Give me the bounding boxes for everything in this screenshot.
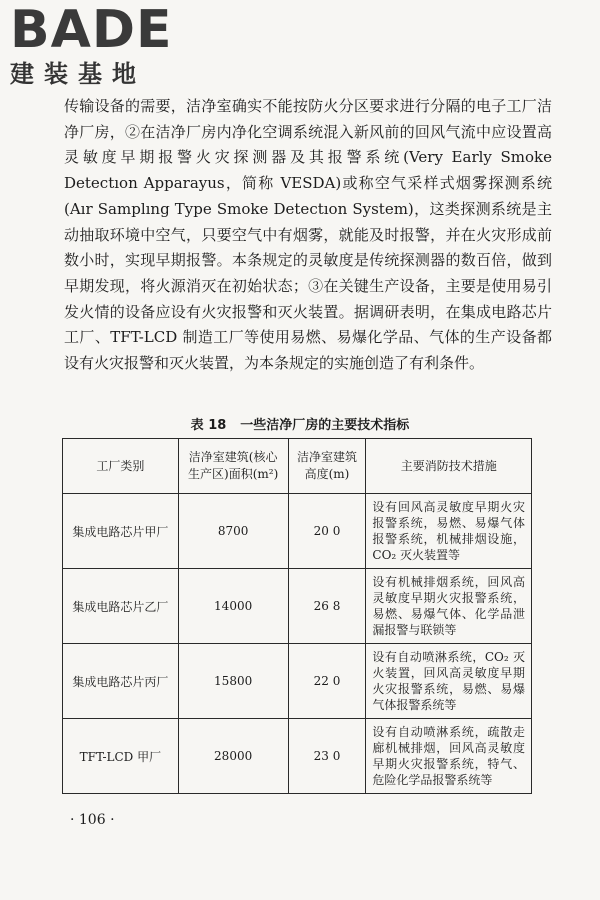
table-caption xyxy=(0,414,600,433)
body-paragraph: 传输设备的需要，洁净室确实不能按防火分区要求进行分隔的电子工厂洁净厂房，②在洁净厂房内净化空调系统混入新风前的回风气流中应设置高灵敏度早期报警火灾探测器及其报警系统(Very Early Smoke Detectıon Apparayus，简称 VESDA)或称空气采样式烟雾探测系统(Aır Samplıng Type Smoke Detectıon System)，这类探测系统是主动抽取环境中空气，只要空气中有烟雾，就能及时报警，并在火灾形成前数小时，实现早期报警。本条规定的灵敏度是传统探测器的数百倍，做到早期发现，将火源消灭在初始状态；③在关键生产设备，主要是使用易引发火情的设备应设有火灾报警和灭火装置。据调研表明，在集成电路芯片工厂、TFT-LCD 制造工厂等使用易燃、易爆化学品、气体的生产设备都设有火灾报警和灭火装置，为本条规定的实施创造了有利条件。 xyxy=(64,97,552,373)
bade-logo xyxy=(10,0,190,90)
cell-height: 20 0 xyxy=(288,494,366,569)
header-measures: 主要消防技术措施 xyxy=(366,439,532,494)
page-number: · 106 · xyxy=(70,812,115,828)
table-row xyxy=(63,719,532,794)
table-caption-number: 表 18 xyxy=(190,418,227,433)
cell-factory-name: 集成电路芯片丙厂 xyxy=(63,644,179,719)
cell-area: 8700 xyxy=(178,494,288,569)
cell-measures: 设有自动喷淋系统，CO₂ 灭火装置，回风高灵敏度早期火灾报警系统，易燃、易爆气体报警系统等 xyxy=(366,644,532,719)
table-header-row xyxy=(63,439,532,494)
cell-measures: 设有回风高灵敏度早期火灾报警系统，易燃、易爆气体报警系统，机械排烟设施，CO₂ 灭火装置等 xyxy=(366,494,532,569)
cell-factory-name: TFT-LCD 甲厂 xyxy=(63,719,179,794)
table-caption-title: 一些洁净厂房的主要技术指标 xyxy=(240,418,410,433)
cell-height: 23 0 xyxy=(288,719,366,794)
cell-area: 28000 xyxy=(178,719,288,794)
cell-measures: 设有自动喷淋系统，疏散走廊机械排烟，回风高灵敏度早期火灾报警系统，特气、危险化学品报警系统等 xyxy=(366,719,532,794)
table-row xyxy=(63,494,532,569)
cell-factory-name: 集成电路芯片甲厂 xyxy=(63,494,179,569)
table-row xyxy=(63,644,532,719)
cell-height: 26 8 xyxy=(288,569,366,644)
cell-area: 15800 xyxy=(178,644,288,719)
logo-brand: BADE xyxy=(10,0,173,60)
header-area: 洁净室建筑(核心生产区)面积(m²) xyxy=(178,439,288,494)
table-row xyxy=(63,569,532,644)
logo-subtitle: 建装基地 xyxy=(10,60,146,88)
cell-area: 14000 xyxy=(178,569,288,644)
cell-height: 22 0 xyxy=(288,644,366,719)
cell-measures: 设有机械排烟系统，回风高灵敏度早期火灾报警系统，易燃、易爆气体、化学品泄漏报警与联锁等 xyxy=(366,569,532,644)
header-factory-type: 工厂类别 xyxy=(63,439,179,494)
cell-factory-name: 集成电路芯片乙厂 xyxy=(63,569,179,644)
tech-spec-table xyxy=(62,438,532,794)
header-height: 洁净室建筑高度(m) xyxy=(288,439,366,494)
